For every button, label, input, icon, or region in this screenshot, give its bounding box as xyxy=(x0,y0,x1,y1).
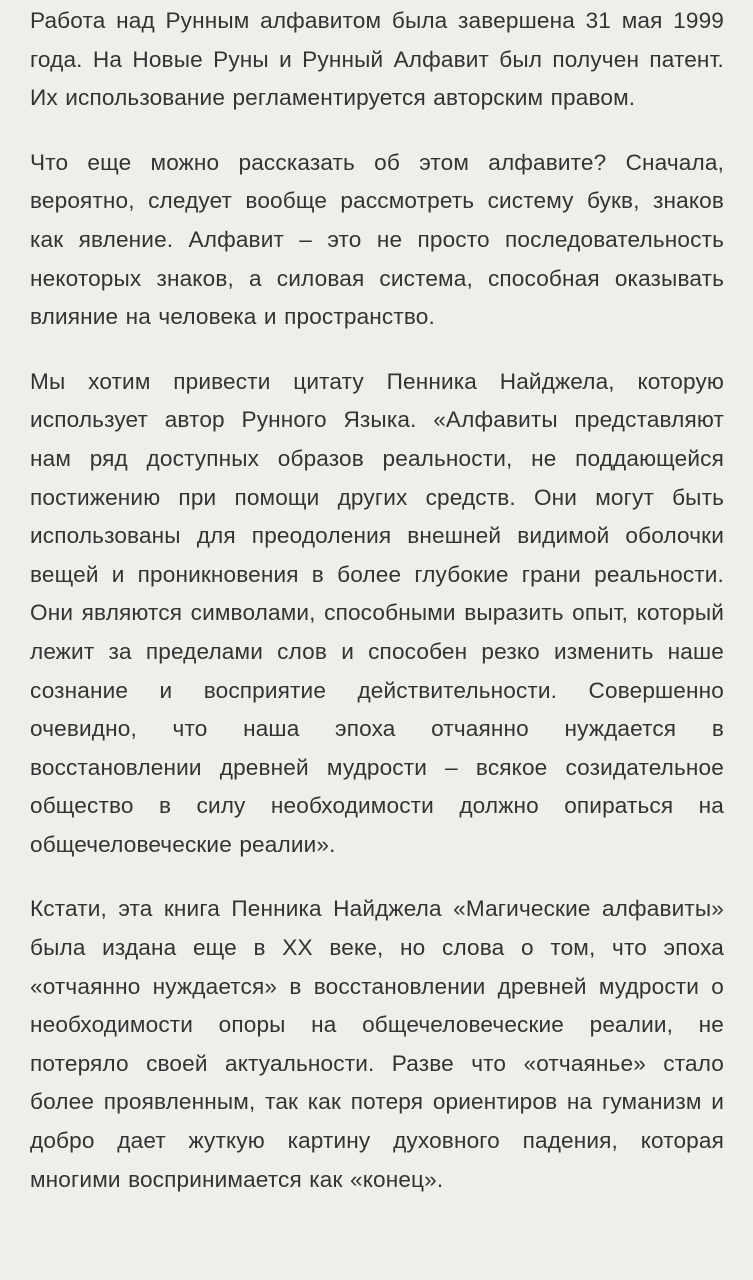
quote-intro: Мы хотим привести цитату Пенника Найджела, которую использует автор Рунного Языка. xyxy=(30,368,724,433)
paragraph-quote xyxy=(30,363,724,865)
quote-text: «Алфавиты представляют нам ряд доступных образов реальности, не поддающейся постижению при помощи других средств. Они могут быть использованы для преодоления внешней видимой оболочки вещей и проникновения в более глубокие грани реальности. Они являются символами, способными выразить опыт, который лежит за пределами слов и способен резко изменить наше сознание и восприятие действительности. Совершенно очевидно, что наша эпоха отчаянно нуждается в восстановлении древней мудрости – всякое созидательное общество в силу необходимости должно опираться на общечеловеческие реалии». xyxy=(30,407,724,857)
paragraph-alphabet-system: Что еще можно рассказать об этом алфавите? Сначала, вероятно, следует вообще рассмотреть систему букв, знаков как явление. Алфавит – это не просто последовательность некоторых знаков, а силовая система, способная оказывать влияние на человека и пространство. xyxy=(30,149,724,330)
paragraph-patent: Работа над Рунным алфавитом была завершена 31 мая 1999 года. На Новые Руны и Рунный Алфавит был получен патент. Их использование регламентируется авторским правом. xyxy=(30,8,724,111)
paragraph-book-relevance: Кстати, эта книга Пенника Найджела «Магические алфавиты» была издана еще в XX веке, но слова о том, что эпоха «отчаянно нуждается» в восстановлении древней мудрости о необходимости опоры на общечеловеческие реалии, не потеряло своей актуальности. Разве что «отчаянье» стало более проявленным, так как потеря ориентиров на гуманизм и добро дает жуткую картину духовного падения, которая многими воспринимается как «конец». xyxy=(30,896,724,1192)
